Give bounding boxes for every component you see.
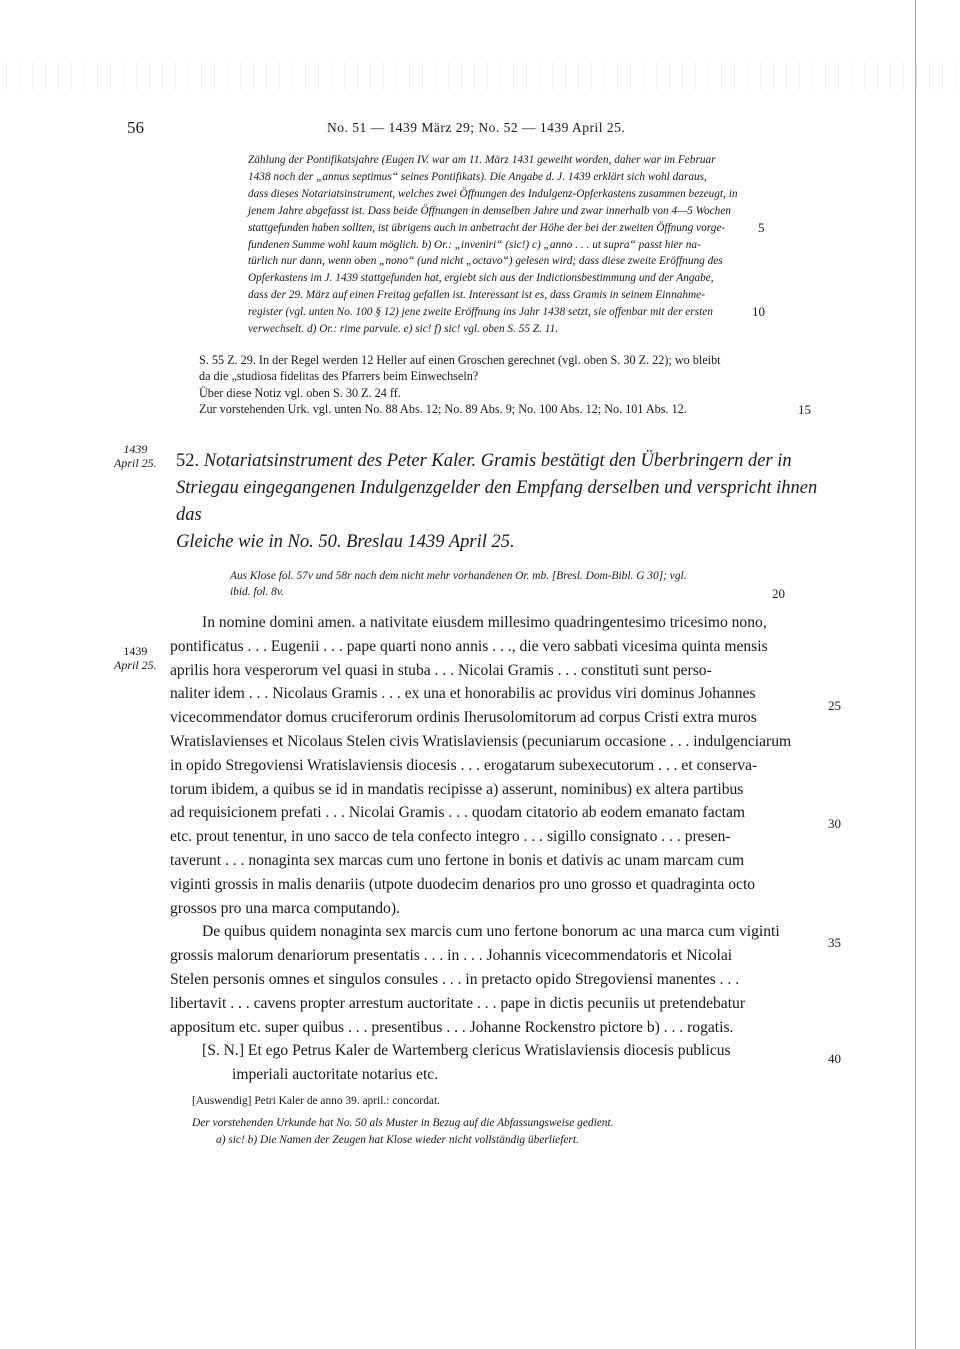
line-number-20: 20 xyxy=(772,585,785,601)
top-note-line: fundenen Summe wohl kaum möglich. b) Or.: „inveniri“ (sic!) c) „anno . . . ut supra“ passt hier na- xyxy=(248,238,701,251)
line-number-25: 25 xyxy=(828,697,841,713)
heading-line: Striegau eingegangenen Indulgenzgelder den Empfang derselben und verspricht ihnen das xyxy=(176,477,818,525)
body-line: grossis malorum denariorum presentatis . . . in . . . Johannis vicecommendatoris et Nicolai xyxy=(170,947,733,965)
body-line: aprilis hora vesperorum vel quasi in stuba . . . Nicolai Gramis . . . constituti sunt perso- xyxy=(170,661,712,679)
model-note: Der vorstehenden Urkunde hat No. 50 als Muster in Bezug auf die Abfassungsweise gedient. xyxy=(192,1117,614,1130)
body-line: Stelen personis omnes et singulos consules . . . in pretacto opido Stregoviensi manentes . . . xyxy=(170,970,740,988)
body-line: taverunt . . . nonaginta sex marcas cum uno fertone in bonis et dativis ac unam marcam cum xyxy=(170,851,745,869)
reference-notes xyxy=(170,352,830,418)
document-heading xyxy=(114,441,830,556)
document-body xyxy=(114,611,841,1087)
page-header xyxy=(127,118,830,146)
heading-margin-date xyxy=(114,442,157,470)
source-line: Aus Klose fol. 57v und 58r nach dem nicht mehr vorhandenen Or. mb. [Bresl. Dom-Bibl. G 30]; vgl. xyxy=(230,569,687,582)
body-margin-day: April 25. xyxy=(114,657,157,672)
top-note-line: türlich nur dann, wenn oben „nono“ (und nicht „octavo“) gelesen wird; dass diese zweite Eröffnung des xyxy=(248,255,723,268)
body-line: naliter idem . . . Nicolaus Gramis . . . ex una et honorabilis ac providus viri dominus Johannes xyxy=(170,685,756,703)
top-footnotes xyxy=(170,152,830,338)
body-margin-date xyxy=(114,644,157,672)
top-note-line: Opferkastens im J. 1439 stattgefunden hat, ergiebt sich aus der Indictionsbestimmung und der Angabe, xyxy=(248,272,714,285)
body-margin-year: 1439 xyxy=(123,643,148,658)
reference-note-line: Zur vorstehenden Urk. vgl. unten No. 88 Abs. 12; No. 89 Abs. 9; No. 100 Abs. 12; No. 101 Abs. 12. xyxy=(199,402,687,417)
page xyxy=(114,118,841,1148)
footer-notes xyxy=(170,1093,830,1149)
reference-note-line: Über diese Notiz vgl. oben S. 30 Z. 24 ff. xyxy=(199,385,401,400)
heading-margin-day: April 25. xyxy=(114,455,157,470)
line-number-30: 30 xyxy=(828,815,841,831)
heading-line: Gleiche wie in No. 50. Breslau 1439 April 25. xyxy=(176,531,515,552)
paragraph-3 xyxy=(170,1039,820,1087)
body-line: viginti grossis in malis denariis (utpote duodecim denarios pro uno grosso et quadraginta octo xyxy=(170,875,756,893)
reference-note-line: S. 55 Z. 29. In der Regel werden 12 Heller auf einen Groschen gerechnet (vgl. oben S. 30 Z. 22); wo bleibt xyxy=(199,352,721,367)
paragraph-2 xyxy=(170,920,820,1039)
body-line: imperiali auctoritate notarius etc. xyxy=(232,1066,439,1084)
line-number-40: 40 xyxy=(828,1050,841,1066)
line-number-10: 10 xyxy=(752,304,765,319)
reference-note-line: da die „studiosa fidelitas des Pfarrers beim Einwechseln? xyxy=(199,369,479,384)
body-line: De quibus quidem nonaginta sex marcis cum uno fertone bonorum ac una marca cum viginti xyxy=(202,923,780,941)
top-note-line: dass dieses Notariatsinstrument, welches zwei Öffnungen des Indulgenz-Opferkastens zusammen bezeugt, in xyxy=(248,187,738,200)
scan-noise-band xyxy=(0,62,960,90)
top-note-line: Zählung der Pontifikatsjahre (Eugen IV. war am 11. März 1431 geweiht worden, daher war im Februar xyxy=(248,154,716,166)
document-number: 52. xyxy=(176,450,200,471)
body-line: in opido Stregoviensi Wratislaviensis diocesis . . . erogatarum subexecutorum . . . et conserva- xyxy=(170,756,758,774)
line-number-5: 5 xyxy=(758,220,765,235)
heading-margin-year: 1439 xyxy=(123,441,148,456)
endorsement-note: [Auswendig] Petri Kaler de anno 39. april.: concordat. xyxy=(192,1094,440,1107)
body-line: etc. prout tenentur, in uno sacco de tela confecto integro . . . sigillo consignato . . . presen- xyxy=(170,828,731,846)
heading-title-first: Notariatsinstrument des Peter Kaler. Gramis bestätigt den Überbringern der in xyxy=(203,450,792,471)
running-title: No. 51 — 1439 März 29; No. 52 — 1439 April 25. xyxy=(327,120,626,135)
paragraph-1 xyxy=(170,611,820,920)
line-number-35: 35 xyxy=(828,934,841,950)
body-line: In nomine domini amen. a nativitate eiusdem millesimo quadringentesimo tricesimo nono, xyxy=(202,613,767,631)
top-note-line: register (vgl. unten No. 100 § 12) jene zweite Eröffnung ins Jahr 1438 setzt, sie offenbar mit der ersten xyxy=(248,306,713,319)
source-note xyxy=(170,568,830,601)
scan-edge-line xyxy=(915,0,916,1349)
body-line: libertavit . . . cavens propter arrestum auctoritate . . . pape in dictis pecuniis ut pretendebatur xyxy=(170,994,746,1012)
top-note-line: jenem Jahre abgefasst ist. Dass beide Öffnungen in demselben Jahre und zwar innerhalb von 4—5 Wochen xyxy=(248,204,731,217)
source-line: ibid. fol. 8v. xyxy=(230,586,284,599)
body-line: [S. N.] Et ego Petrus Kaler de Wartemberg clericus Wratislaviensis diocesis publicus xyxy=(202,1042,731,1060)
page-number: 56 xyxy=(127,118,144,137)
witness-note: a) sic! b) Die Namen der Zeugen hat Klose wieder nicht vollständig überliefert. xyxy=(216,1133,579,1146)
heading-line xyxy=(176,448,830,475)
top-note-line: dass der 29. März auf einen Freitag gefallen ist. Interessant ist es, dass Gramis in seinem Einnahme- xyxy=(248,289,705,302)
body-line: vicecommendator domus cruciferorum ordinis Iherusolomitorum ad corpus Cristi extra muros xyxy=(170,709,757,727)
body-line: grossos pro una marca computando). xyxy=(170,899,400,917)
line-number-15: 15 xyxy=(798,401,811,417)
top-note-line: 1438 noch der „annus septimus“ seines Pontifikats). Die Angabe d. J. 1439 erklärt sich wohl daraus, xyxy=(248,170,707,183)
top-note-line: verwechselt. d) Or.: rime parvule. e) sic! f) sic! vgl. oben S. 55 Z. 11. xyxy=(248,323,559,336)
body-line: torum ibidem, a quibus se id in mandatis recipisse a) asserunt, nominibus) ex altera partibus xyxy=(170,780,744,798)
body-line: pontificatus . . . Eugenii . . . pape quarti nono annis . . ., die vero sabbati vicesima quinta mensis xyxy=(170,637,768,655)
body-line: appositum etc. super quibus . . . presentibus . . . Johanne Rockenstro pictore b) . . . rogatis. xyxy=(170,1018,734,1036)
top-note-line: stattgefunden haben sollten, ist übrigens auch in anbetracht der Höhe der bei der zweiten Öffnung vorge- xyxy=(248,221,726,234)
body-line: ad requisicionem prefati . . . Nicolai Gramis . . . quodam citatorio ab eodem emanato factam xyxy=(170,804,746,822)
body-line: Wratislavienses et Nicolaus Stelen civis Wratislaviensis (pecuniarum occasione . . . indulgenciarum xyxy=(170,732,792,750)
